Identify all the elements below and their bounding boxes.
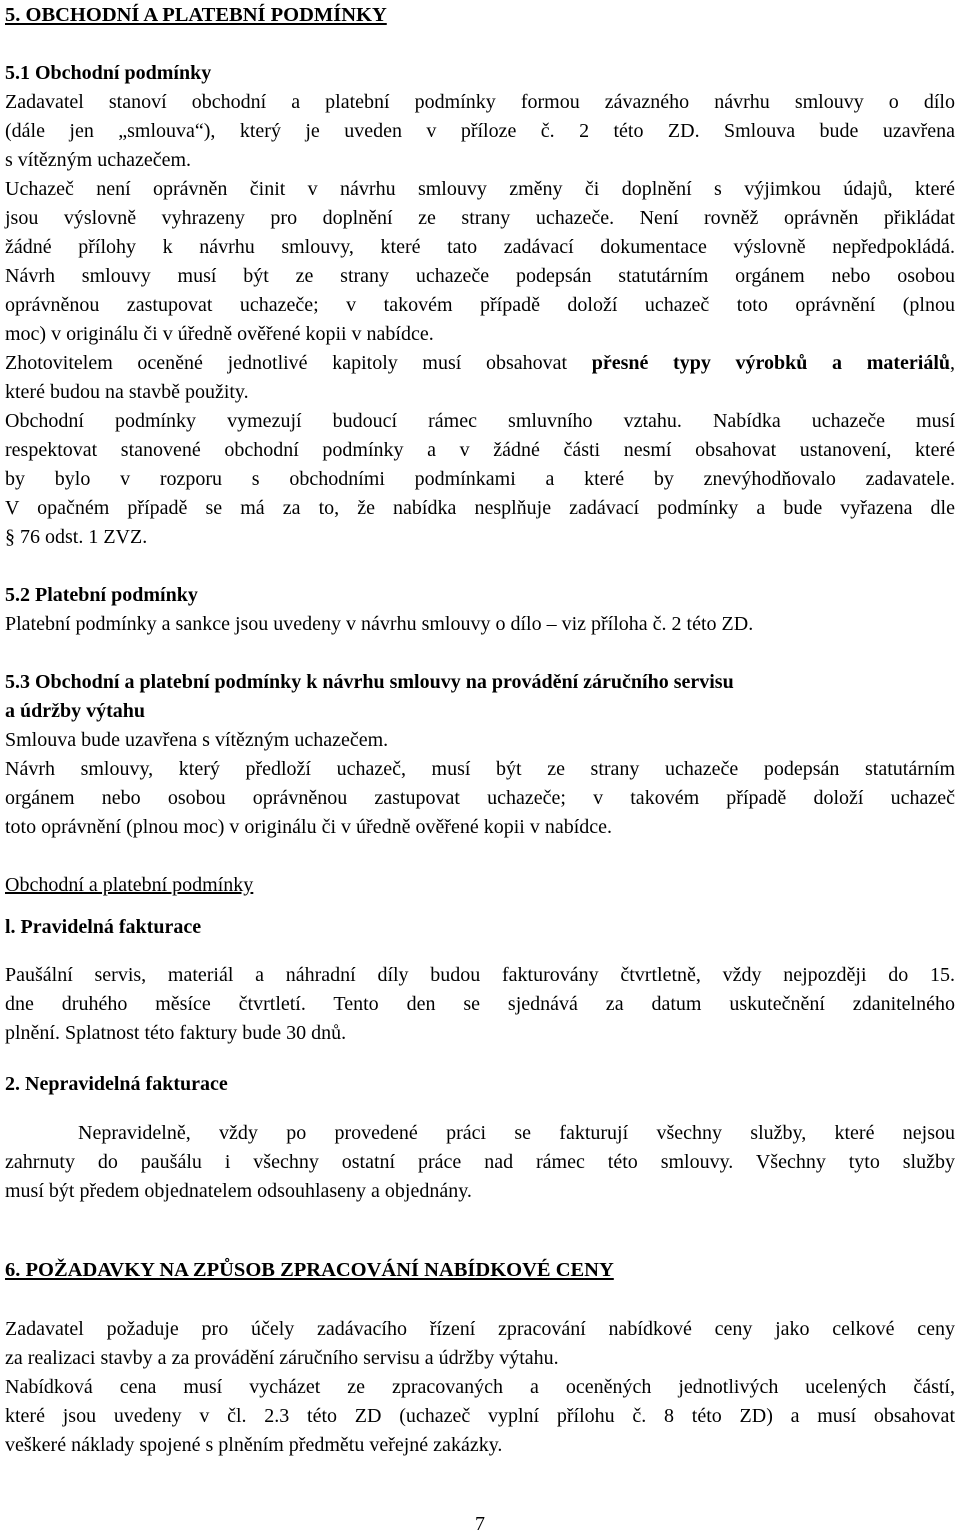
paragraph-line: zahrnuty do paušálu i všechny ostatní práce nad rámec této smlouvy. Všechny tyto služby xyxy=(5,1151,955,1173)
section-6-heading: 6. POŽADAVKY NA ZPŮSOB ZPRACOVÁNÍ NABÍDKOVÉ CENY xyxy=(5,1259,614,1281)
text-run: Zhotovitelem oceněné jednotlivé kapitoly musí obsahovat xyxy=(5,352,592,374)
paragraph-line: § 76 odst. 1 ZVZ. xyxy=(5,526,148,548)
text-run: , xyxy=(950,352,956,374)
paragraph-line: moc) v originálu či v úředně ověřené kopii v nabídce. xyxy=(5,323,434,345)
paragraph-line: Smlouva bude uzavřena s vítězným uchazečem. xyxy=(5,729,389,751)
paragraph-line: které jsou uvedeny v čl. 2.3 této ZD (uchazeč vyplní přílohu č. 8 této ZD) a musí obsahovat xyxy=(5,1405,955,1427)
paragraph-line: veškeré náklady spojené s plněním předmětu veřejné zakázky. xyxy=(5,1434,503,1456)
paragraph-line: orgánem nebo osobou oprávněnou zastupovat uchazeče; v takovém případě doloží uchazeč xyxy=(5,787,955,809)
paragraph-line: žádné přílohy k návrhu smlouvy, které tato zadávací dokumentace výslovně nepředpokládá. xyxy=(5,236,955,258)
paragraph-line: plnění. Splatnost této faktury bude 30 dnů. xyxy=(5,1022,347,1044)
section-5-heading: 5. OBCHODNÍ A PLATEBNÍ PODMÍNKY xyxy=(5,4,387,26)
paragraph-line: Uchazeč není oprávněn činit v návrhu smlouvy změny či doplnění s výjimkou údajů, které xyxy=(5,178,955,200)
section-5-3-heading-cont: a údržby výtahu xyxy=(5,700,146,722)
paragraph-line: respektovat stanovené obchodní podmínky a v žádné části nesmí obsahovat ustanovení, které xyxy=(5,439,955,461)
paragraph-line: Návrh smlouvy, který předloží uchazeč, musí být ze strany uchazeče podepsán statutárním xyxy=(5,758,955,780)
paragraph-line: oprávněnou zastupovat uchazeče; v takovém případě doloží uchazeč toto oprávnění (plnou xyxy=(5,294,955,316)
paragraph-line: Zadavatel stanoví obchodní a platební podmínky formou závazného návrhu smlouvy o dílo xyxy=(5,91,955,113)
paragraph-line: V opačném případě se má za to, že nabídka nesplňuje zadávací podmínky a bude vyřazena dle xyxy=(5,497,955,519)
paragraph-line: (dále jen „smlouva“), který je uveden v příloze č. 2 této ZD. Smlouva bude uzavřena xyxy=(5,120,955,142)
paragraph-line: by bylo v rozporu s obchodními podmínkami a které by znevýhodňovalo zadavatele. xyxy=(5,468,955,490)
paragraph-line: jsou výslovně vyhrazeny pro doplnění ze strany uchazeče. Není rovněž oprávněn přikládat xyxy=(5,207,955,229)
paragraph-line: Zadavatel požaduje pro účely zadávacího řízení zpracování nabídkové ceny jako celkové ceny xyxy=(5,1318,955,1340)
paragraph-line: Platební podmínky a sankce jsou uvedeny v návrhu smlouvy o dílo – viz příloha č. 2 této ZD. xyxy=(5,613,754,635)
paragraph-line: s vítězným uchazečem. xyxy=(5,149,192,171)
paragraph-line: musí být předem objednatelem odsouhlaseny a objednány. xyxy=(5,1180,472,1202)
emphasis-text: přesné typy výrobků a materiálů xyxy=(591,352,951,374)
paragraph-line-mixed xyxy=(5,348,955,378)
conditions-title: Obchodní a platební podmínky xyxy=(5,874,254,896)
paragraph-line: toto oprávnění (plnou moc) v originálu či v úředně ověřené kopii v nabídce. xyxy=(5,816,613,838)
paragraph-line: Nabídková cena musí vycházet ze zpracovaných a oceněných jednotlivých ucelených částí, xyxy=(5,1376,955,1398)
paragraph-line: dne druhého měsíce čtvrtletí. Tento den se sjednává za datum uskutečnění zdanitelného xyxy=(5,993,955,1015)
section-5-3-heading: 5.3 Obchodní a platební podmínky k návrhu smlouvy na provádění záručního servisu xyxy=(5,671,734,693)
paragraph-line: které budou na stavbě použity. xyxy=(5,381,249,403)
irregular-billing-heading: 2. Nepravidelná fakturace xyxy=(5,1073,228,1095)
paragraph-line: Nepravidelně, vždy po provedené práci se fakturují všechny služby, které nejsou xyxy=(78,1122,955,1144)
paragraph-line: Paušální servis, materiál a náhradní díly budou fakturovány čtvrtletně, vždy nejpozději do 15. xyxy=(5,964,955,986)
paragraph-line: Obchodní podmínky vymezují budoucí rámec smluvního vztahu. Nabídka uchazeče musí xyxy=(5,410,955,432)
page-number: 7 xyxy=(475,1513,485,1535)
paragraph-line: Návrh smlouvy musí být ze strany uchazeče podepsán statutárním orgánem nebo osobou xyxy=(5,265,955,287)
section-5-1-heading: 5.1 Obchodní podmínky xyxy=(5,62,212,84)
paragraph-line: za realizaci stavby a za provádění záručního servisu a údržby výtahu. xyxy=(5,1347,559,1369)
regular-billing-heading: l. Pravidelná fakturace xyxy=(5,916,202,938)
section-5-2-heading: 5.2 Platební podmínky xyxy=(5,584,198,606)
